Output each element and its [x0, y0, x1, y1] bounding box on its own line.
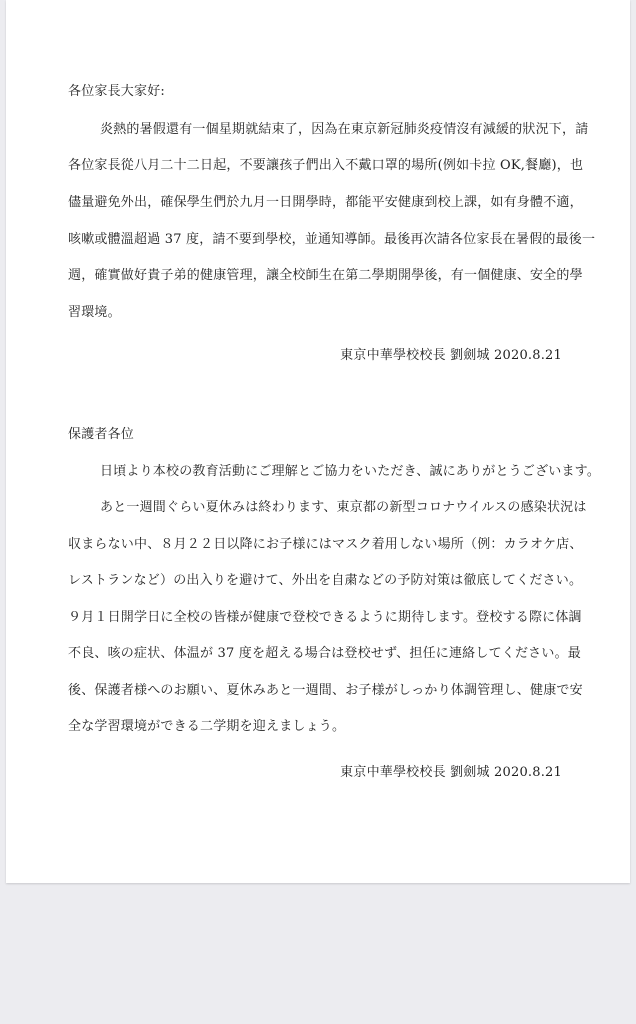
chinese-line-2: 各位家長從八月二十二日起，不要讓孩子們出入不戴口罩的場所(例如卡拉 OK,餐廳)，也	[68, 158, 584, 173]
chinese-line-6: 習環境。	[68, 305, 121, 320]
japanese-line-3: レストランなど）の出入りを避けて、外出を自粛などの予防対策は徹底してください。	[68, 573, 583, 588]
chinese-line-3: 儘量避免外出，確保學生們於九月一日開學時，都能平安健康到校上課，如有身體不適，	[68, 195, 583, 210]
japanese-line-4: ９月１日開学日に全校の皆様が健康で登校できるように期待します。登校する際に体調	[68, 610, 582, 625]
japanese-line-1: あと一週間ぐらい夏休みは終わります、東京都の新型コロナウイルスの感染状況は	[100, 500, 587, 515]
chinese-signature: 東京中華學校校長 劉劍城 2020.8.21	[340, 348, 562, 363]
japanese-greeting: 保護者各位	[68, 427, 135, 442]
japanese-line-7: 全な学習環境ができる二学期を迎えましょう。	[68, 719, 346, 734]
japanese-signature: 東京中華學校校長 劉劍城 2020.8.21	[340, 765, 562, 780]
document-page	[6, 0, 630, 883]
japanese-line-6: 後、保護者様へのお願い、夏休みあと一週間、お子様がしっかり体調管理し、健康で安	[68, 683, 583, 698]
chinese-line-5: 週，確實做好貴子弟的健康管理，讓全校師生在第二學期開學後，有一個健康、安全的學	[68, 268, 583, 283]
japanese-line-5: 不良、咳の症状、体温が 37 度を超える場合は登校せず、担任に連絡してください。最	[68, 646, 581, 661]
chinese-greeting: 各位家長大家好:	[68, 84, 165, 99]
japanese-paragraph-1: 日頃より本校の教育活動にご理解とご協力をいただき、誠にありがとうございます。	[100, 464, 601, 479]
chinese-line-1: 炎熱的暑假還有一個星期就結束了，因為在東京新冠肺炎疫情沒有減緩的狀況下，請	[100, 122, 589, 137]
chinese-line-4: 咳嗽或體溫超過 37 度，請不要到學校，並通知導師。最後再次請各位家長在暑假的最後一	[68, 232, 596, 247]
japanese-line-2: 収まらない中、８月２２日以降にお子様にはマスク着用しない場所（例：カラオケ店、	[68, 537, 583, 552]
